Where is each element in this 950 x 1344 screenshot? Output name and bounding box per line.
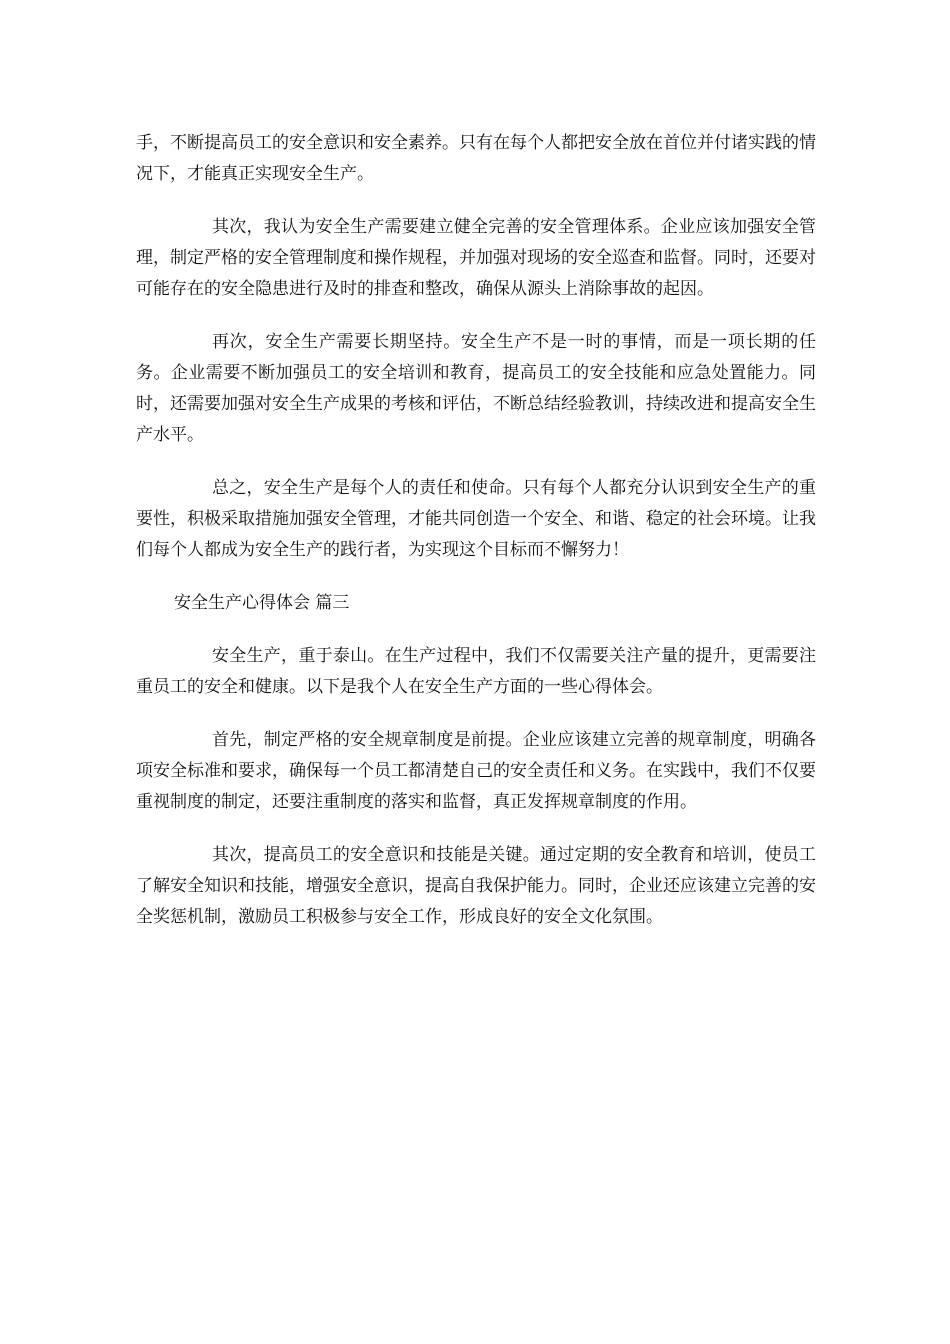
section-heading: 安全生产心得体会 篇三 <box>174 593 350 613</box>
paragraph-second-point: 其次，我认为安全生产需要建立健全完善的安全管理体系。企业应该加强安全管理，制定严格的安全管理制度和操作规程，并加强对现场的安全巡查和监督。同时，还要对可能存在的安全隐患进行及时的排查和整改，确保从源头上消除事故的起因。 <box>136 217 816 299</box>
paragraph-continuation: 手，不断提高员工的安全意识和安全素养。只有在每个人都把安全放在首位并付诸实践的情况下，才能真正实现安全生产。 <box>136 133 816 184</box>
section-paragraph-first: 首先，制定严格的安全规章制度是前提。企业应该建立完善的规章制度，明确各项安全标准和要求，确保每一个员工都清楚自己的安全责任和义务。在实践中，我们不仅要重视制度的制定，还要注重制度的落实和监督，真正发挥规章制度的作用。 <box>136 730 816 812</box>
paragraph-third-point: 再次，安全生产需要长期坚持。安全生产不是一时的事情，而是一项长期的任务。企业需要不断加强员工的安全培训和教育，提高员工的安全技能和应急处置能力。同时，还需要加强对安全生产成果的考核和评估，不断总结经验教训，持续改进和提高安全生产水平。 <box>136 332 816 445</box>
document-page <box>136 128 816 955</box>
section-paragraph-intro: 安全生产，重于泰山。在生产过程中，我们不仅需要关注产量的提升，更需要注重员工的安全和健康。以下是我个人在安全生产方面的一些心得体会。 <box>136 646 816 697</box>
section-paragraph-second: 其次，提高员工的安全意识和技能是关键。通过定期的安全教育和培训，使员工了解安全知识和技能，增强安全意识，提高自我保护能力。同时，企业还应该建立完善的安全奖惩机制，激励员工积极参与安全工作，形成良好的安全文化氛围。 <box>136 845 816 927</box>
paragraph-conclusion: 总之，安全生产是每个人的责任和使命。只有每个人都充分认识到安全生产的重要性，积极采取措施加强安全管理，才能共同创造一个安全、和谐、稳定的社会环境。让我们每个人都成为安全生产的践行者，为实现这个目标而不懈努力！ <box>136 478 816 560</box>
